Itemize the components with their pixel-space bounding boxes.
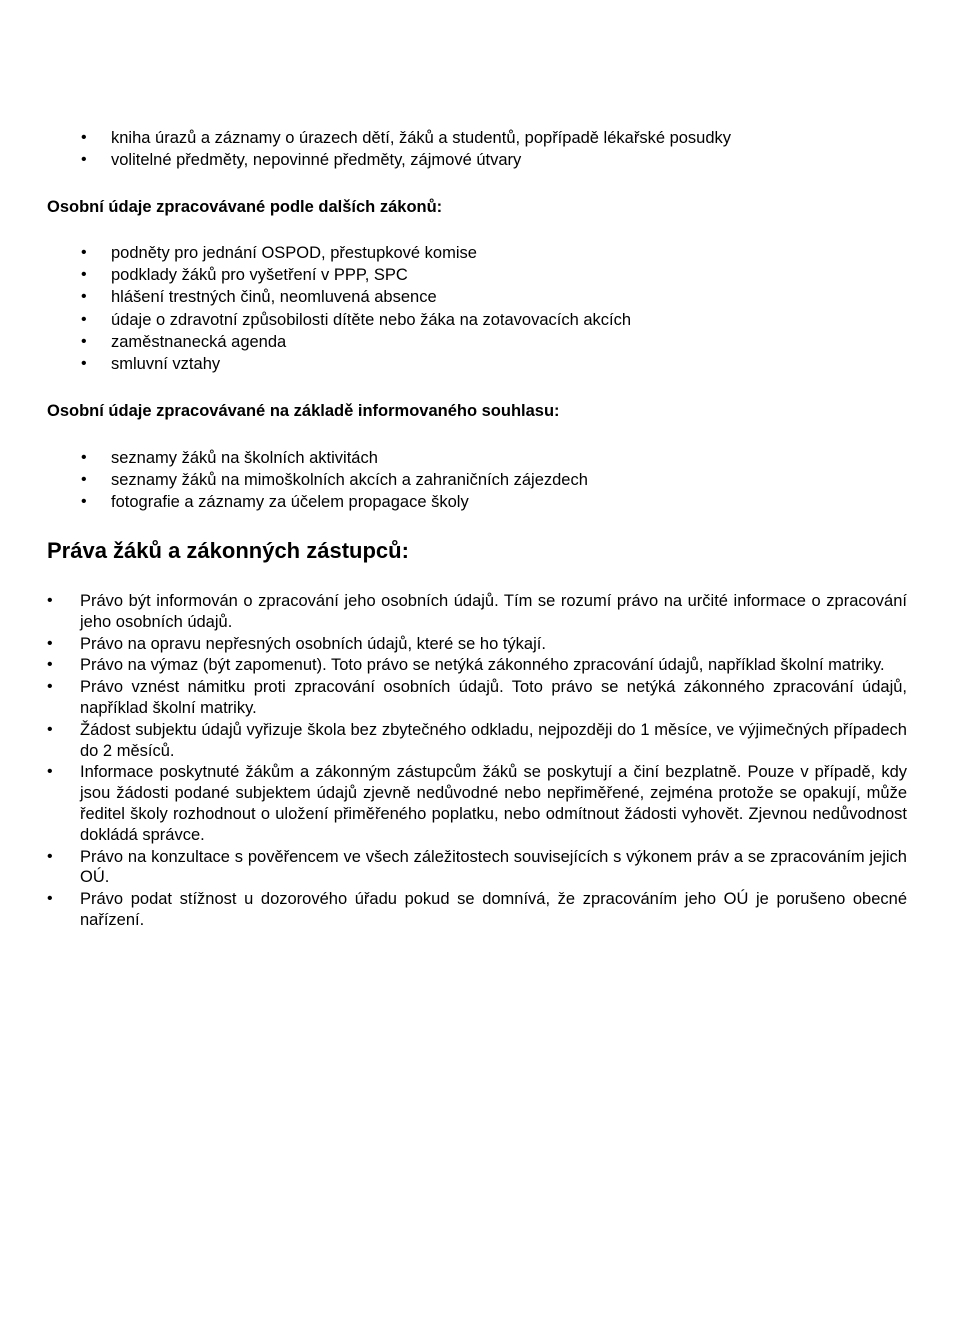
list-item: • podněty pro jednání OSPOD, přestupkové komise [0, 242, 961, 264]
list-item: • fotografie a záznamy za účelem propagace školy [0, 491, 961, 513]
consent-list [0, 447, 961, 514]
list-item: • zaměstnanecká agenda [0, 331, 961, 353]
rights-item: • Právo podat stížnost u dozorového úřadu pokud se domnívá, že zpracováním jeho OÚ je porušeno obecné nařízení. [80, 889, 907, 932]
rights-item: • Žádost subjektu údajů vyřizuje škola bez zbytečného odkladu, nejpozději do 1 měsíce, ve výjimečných případech do 2 měsíců. [80, 720, 907, 763]
section-heading-other-laws: Osobní údaje zpracovávané podle dalších zákonů: [47, 198, 443, 216]
rights-item: • Informace poskytnuté žákům a zákonným zástupcům žáků se poskytují a činí bezplatně. Pouze v případě, kdy jsou žádosti podané subjektem údajů zjevně nedůvodné nebo nepřiměřené, zejména protože se opakují, může ředitel školy rozhodnout o uložení přiměřeného poplatku, nebo odmítnout žádosti vyhovět. Zjevnou nedůvodnost dokládá správce. [80, 762, 907, 846]
rights-item: • Právo vznést námitku proti zpracování osobních údajů. Toto právo se netýká zákonného zpracování údajů, například školní matriky. [80, 677, 907, 720]
school-records-list [0, 127, 961, 171]
rights-list [0, 591, 961, 932]
rights-item: • Právo na výmaz (být zapomenut). Toto právo se netýká zákonného zpracování údajů, například školní matriky. [80, 655, 907, 677]
list-item: • hlášení trestných činů, neomluvená absence [0, 286, 961, 308]
list-item: • smluvní vztahy [0, 353, 961, 375]
rights-title: Práva žáků a zákonných zástupců: [47, 538, 409, 563]
rights-item: • Právo být informován o zpracování jeho osobních údajů. Tím se rozumí právo na určité informace o zpracování jeho osobních údajů. [80, 591, 907, 634]
other-laws-list [0, 242, 961, 375]
list-item: • podklady žáků pro vyšetření v PPP, SPC [0, 264, 961, 286]
list-item: • seznamy žáků na školních aktivitách [0, 447, 961, 469]
list-item: • seznamy žáků na mimoškolních akcích a zahraničních zájezdech [0, 469, 961, 491]
list-item: • údaje o zdravotní způsobilosti dítěte nebo žáka na zotavovacích akcích [0, 309, 961, 331]
rights-item: • Právo na konzultace s pověřencem ve všech záležitostech souvisejících s výkonem práv a se zpracováním jejich OÚ. [80, 847, 907, 890]
list-item: • volitelné předměty, nepovinné předměty, zájmové útvary [0, 149, 961, 171]
section-heading-consent: Osobní údaje zpracovávané na základě informovaného souhlasu: [47, 402, 560, 420]
list-item: • kniha úrazů a záznamy o úrazech dětí, žáků a studentů, popřípadě lékařské posudky [0, 127, 961, 149]
rights-item: • Právo na opravu nepřesných osobních údajů, které se ho týkají. [80, 634, 907, 656]
